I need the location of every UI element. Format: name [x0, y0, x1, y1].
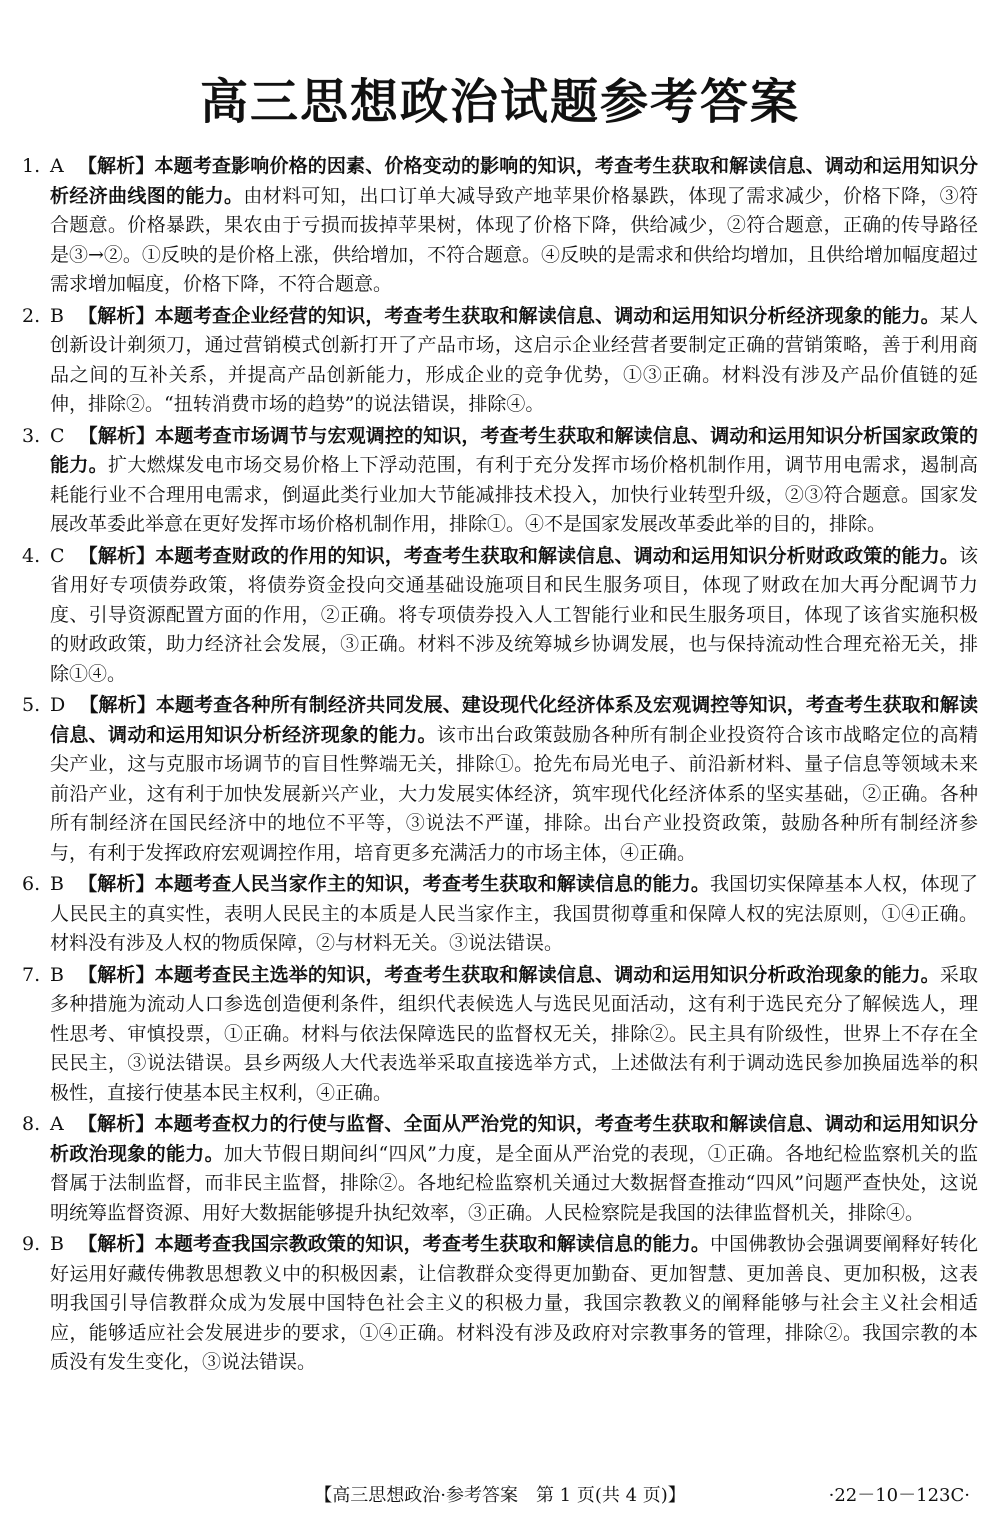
- answer-item: [22, 422, 978, 540]
- answer-item: [22, 1230, 978, 1378]
- answer-number: 9.: [22, 1233, 41, 1255]
- answer-letter: C: [50, 424, 65, 447]
- analysis-body: 扩大燃煤发电市场交易价格上下浮动范围，有利于充分发挥市场价格机制作用，调节用电需求，遏制高耗能行业不合理用电需求，倒逼此类行业加大节能减排技术投入，加快行业转型升级，②③符合题意。国家发展改革委此举意在更好发挥市场价格机制作用，排除①。④不是国家发展改革委此举的目的，排除。: [50, 454, 978, 535]
- analysis-body: 我国切实保障基本人权，体现了人民民主的真实性，表明人民民主的本质是人民当家作主，我国贯彻尊重和保障人权的宪法原则，①④正确。材料没有涉及人权的物质保障，②与材料无关。③说法错误。: [50, 873, 978, 954]
- answer-letter: B: [50, 304, 64, 327]
- analysis-body: 采取多种措施为流动人口参选创造便利条件，组织代表候选人与选民见面活动，这有利于选民充分了解候选人，理性思考、审慎投票，①正确。材料与依法保障选民的监督权无关，排除②。民主具有阶级性，世界上不存在全民民主，③说法错误。县乡两级人大代表选举采取直接选举方式，上述做法有利于调动选民参加换届选举的积极性，直接行使基本民主权利，④正确。: [50, 963, 978, 1104]
- answer-item: [22, 542, 978, 690]
- analysis-focus: 本题考查我国宗教政策的知识，考查考生获取和解读信息的能力。: [154, 1233, 711, 1255]
- answer-item: [22, 691, 978, 868]
- analysis-focus: 本题考查企业经营的知识，考查考生获取和解读信息、调动和运用知识分析经济现象的能力。: [154, 304, 940, 327]
- answer-number: 1.: [22, 155, 41, 177]
- analysis-focus: 本题考查人民当家作主的知识，考查考生获取和解读信息的能力。: [154, 873, 711, 895]
- analysis-tag: 【解析】: [77, 155, 155, 177]
- analysis-tag: 【解析】: [78, 424, 156, 447]
- answer-number: 3.: [22, 424, 41, 447]
- answer-item: [22, 961, 978, 1109]
- answer-number: 4.: [22, 544, 41, 567]
- answer-letter: B: [50, 963, 64, 986]
- analysis-tag: 【解析】: [77, 1233, 155, 1255]
- page-footer: [0, 1484, 1000, 1508]
- analysis-focus: 本题考查民主选举的知识，考查考生获取和解读信息、调动和运用知识分析政治现象的能力。: [154, 963, 940, 986]
- analysis-tag: 【解析】: [77, 1113, 155, 1135]
- analysis-tag: 【解析】: [79, 694, 156, 716]
- answer-letter: B: [50, 873, 64, 895]
- answer-number: 8.: [22, 1113, 41, 1135]
- answer-letter: D: [50, 694, 66, 716]
- analysis-body: 中国佛教协会强调要阐释好转化好运用好藏传佛教思想教义中的积极因素，让信教群众变得更加勤奋、更加智慧、更加善良、更加积极，这表明我国引导信教群众成为发展中国特色社会主义的积极力量，我国宗教教义的阐释能够与社会主义社会相适应，能够适应社会发展进步的要求，①④正确。材料没有涉及政府对宗教事务的管理，排除②。我国宗教的本质没有发生变化，③说法错误。: [50, 1233, 978, 1373]
- answer-item: [22, 152, 978, 300]
- answer-letter: A: [50, 155, 64, 177]
- analysis-focus: 本题考查财政的作用的知识，考查考生获取和解读信息、调动和运用知识分析财政政策的能力。: [155, 544, 959, 567]
- analysis-tag: 【解析】: [77, 873, 155, 895]
- analysis-body: 由材料可知，出口订单大减导致产地苹果价格暴跌，体现了需求减少，价格下降，③符合题意。价格暴跌，果农由于亏损而拔掉苹果树，体现了价格下降，供给减少，②符合题意，正确的传导路径是③→②。①反映的是价格上涨，供给增加，不符合题意。④反映的是需求和供给均增加，且供给增加幅度超过需求增加幅度，价格下降，不符合题意。: [50, 184, 978, 295]
- answer-letter: A: [50, 1113, 64, 1135]
- answer-number: 7.: [22, 963, 41, 986]
- answer-list: [22, 152, 978, 1378]
- analysis-focus: 本题考查市场调节与宏观调控的知识，考查考生获取和解读信息、调动和运用知识分析国家政策的能力。: [50, 424, 978, 476]
- answer-letter: B: [50, 1233, 64, 1255]
- analysis-focus: 本题考查权力的行使与监督、全面从严治党的知识，考查考生获取和解读信息、调动和运用知识分析政治现象的能力。: [50, 1113, 978, 1165]
- answer-number: 2.: [22, 304, 41, 327]
- page-title: 高三思想政治试题参考答案: [199, 74, 800, 130]
- analysis-body: 加大节假日期间纠“四风”力度，是全面从严治党的表现，①正确。各地纪检监察机关的监督属于法制监督，而非民主监督，排除②。各地纪检监察机关通过大数据督查推动“四风”问题严查快处，这说明统筹监督资源、用好大数据能够提升执纪效率，③正确。人民检察院是我国的法律监督机关，排除④。: [50, 1142, 978, 1224]
- answer-number: 6.: [22, 873, 41, 895]
- answer-letter: C: [50, 544, 65, 567]
- analysis-body: 该市出台政策鼓励各种所有制企业投资符合该市战略定位的高精尖产业，这与克服市场调节的盲目性弊端无关，排除①。抢先布局光电子、前沿新材料、量子信息等领域未来前沿产业，这有利于加快发展新兴产业，大力发展实体经济，筑牢现代化经济体系的坚实基础，②正确。各种所有制经济在国民经济中的地位不平等，③说法不严谨，排除。出台产业投资政策，鼓励各种所有制经济参与，有利于发挥政府宏观调控作用，培育更多充满活力的市场主体，④正确。: [50, 723, 978, 864]
- analysis-body: 该省用好专项债券政策，将债券资金投向交通基础设施项目和民生服务项目，体现了财政在加大再分配调节力度、引导资源配置方面的作用，②正确。将专项债券投入人工智能行业和民生服务项目，体现了该省实施积极的财政政策，助力经济社会发展，③正确。材料不涉及统筹城乡协调发展，也与保持流动性合理充裕无关，排除①④。: [50, 544, 978, 685]
- footer-exam-code: ·22－10－123C·: [828, 1485, 970, 1506]
- analysis-tag: 【解析】: [77, 304, 155, 327]
- analysis-focus: 本题考查影响价格的因素、价格变动的影响的知识，考查考生获取和解读信息、调动和运用知识分析经济曲线图的能力。: [50, 155, 978, 207]
- answer-item: [22, 302, 978, 420]
- footer-page-info: 【高三思想政治·参考答案 第 1 页(共 4 页)】: [314, 1485, 686, 1506]
- analysis-tag: 【解析】: [77, 963, 155, 986]
- analysis-tag: 【解析】: [78, 544, 156, 567]
- answer-item: [22, 1110, 978, 1228]
- answer-number: 5.: [22, 694, 41, 716]
- analysis-body: 某人创新设计剃须刀，通过营销模式创新打开了产品市场，这启示企业经营者要制定正确的营销策略，善于利用商品之间的互补关系，并提高产品创新能力，形成企业的竞争优势，①③正确。材料没有涉及产品价值链的延伸，排除②。“扭转消费市场的趋势”的说法错误，排除④。: [50, 304, 978, 415]
- analysis-focus: 本题考查各种所有制经济共同发展、建设现代化经济体系及宏观调控等知识，考查考生获取和解读信息、调动和运用知识分析经济现象的能力。: [50, 694, 978, 746]
- answer-item: [22, 870, 978, 959]
